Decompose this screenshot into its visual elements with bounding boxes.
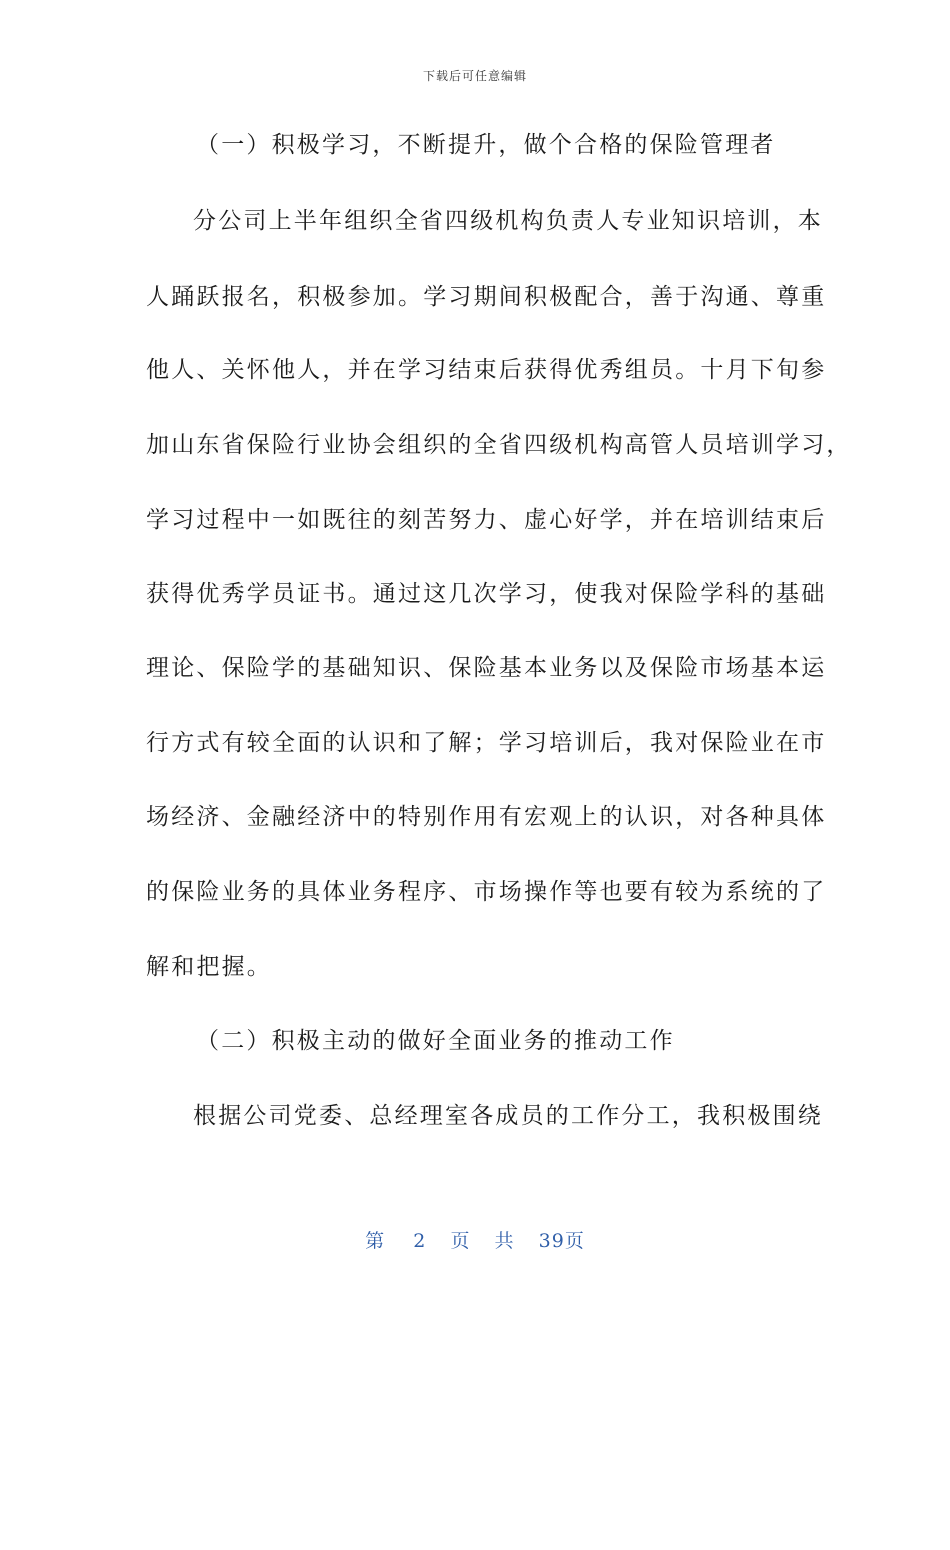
footer-label-page: 页 <box>450 1230 471 1252</box>
body-line: 解和把握。 <box>146 954 272 980</box>
body-line: 根据公司党委、总经理室各成员的工作分工，我积极围绕 <box>193 1103 823 1129</box>
body-line: 分公司上半年组织全省四级机构负责人专业知识培训，本 <box>193 208 823 234</box>
body-line: 场经济、金融经济中的特别作用有宏观上的认识，对各种具体 <box>146 804 827 830</box>
header-note: 下载后可任意编辑 <box>422 69 527 83</box>
footer-label-prefix: 第 <box>365 1230 386 1252</box>
section-heading-1: （一）积极学习，不断提升，做个合格的保险管理者 <box>196 132 776 158</box>
body-line: 学习过程中一如既往的刻苦努力、虚心好学，并在培训结束后 <box>146 507 827 533</box>
body-line: 他人、关怀他人，并在学习结束后获得优秀组员。十月下旬参 <box>146 357 827 383</box>
body-line: 理论、保险学的基础知识、保险基本业务以及保险市场基本运 <box>146 655 827 681</box>
body-line: 获得优秀学员证书。通过这几次学习，使我对保险学科的基础 <box>146 581 827 607</box>
body-line: 的保险业务的具体业务程序、市场操作等也要有较为系统的了 <box>146 879 827 905</box>
footer-label-total: 共 <box>494 1230 515 1252</box>
footer-current-page: 2 <box>413 1230 427 1252</box>
body-line: 人踊跃报名，积极参加。学习期间积极配合，善于沟通、尊重 <box>146 284 827 310</box>
footer-bar <box>0 1526 950 1550</box>
body-line: 行方式有较全面的认识和了解；学习培训后，我对保险业在市 <box>146 730 827 756</box>
section-heading-2: （二）积极主动的做好全面业务的推动工作 <box>196 1028 675 1054</box>
body-line: 加山东省保险行业协会组织的全省四级机构高管人员培训学习， <box>146 432 852 458</box>
footer-total-pages: 39页 <box>538 1230 585 1252</box>
footer-page-number-bar <box>0 1226 950 1253</box>
